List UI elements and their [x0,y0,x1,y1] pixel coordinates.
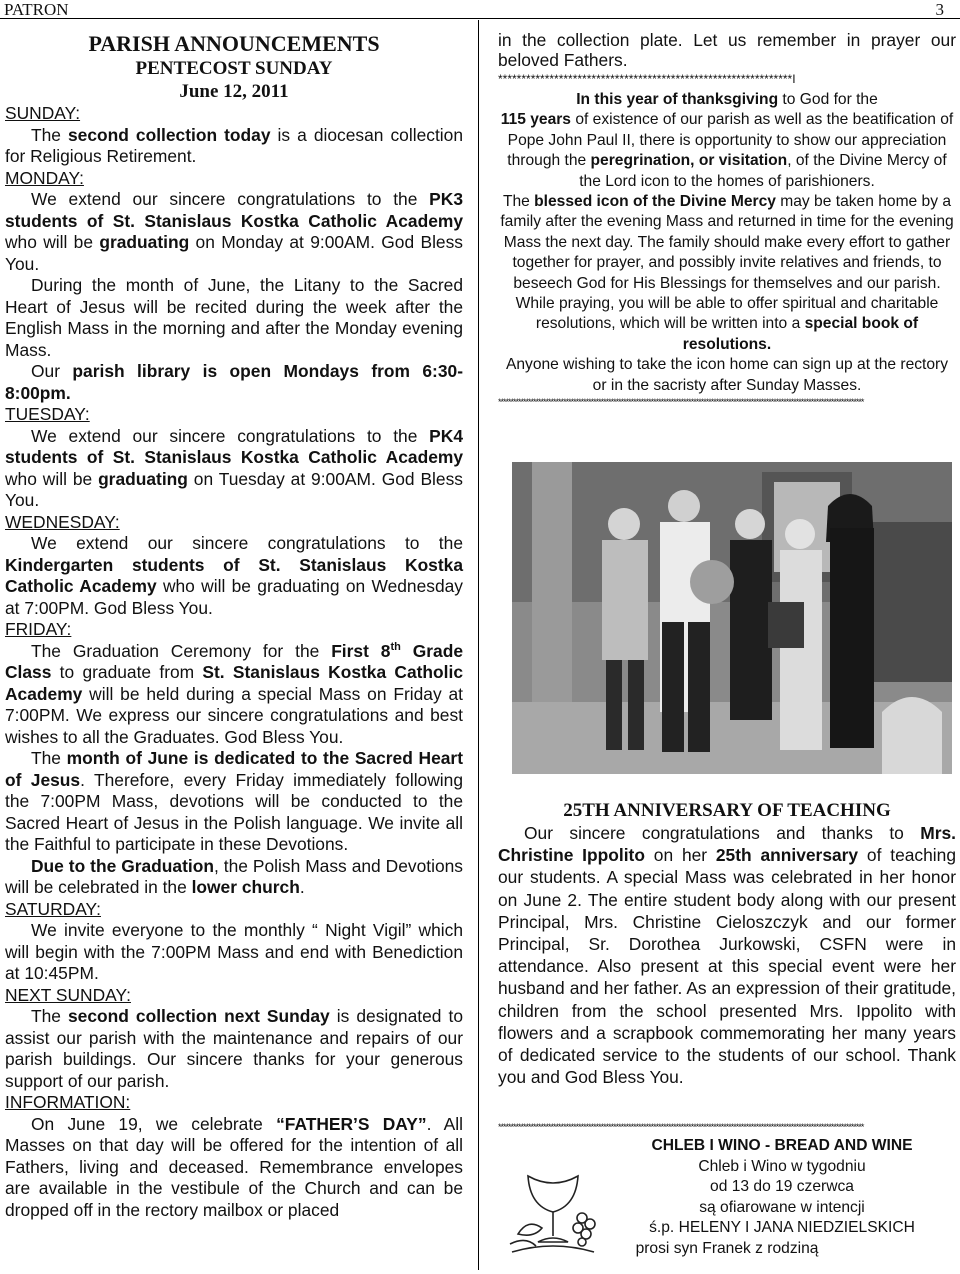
tuesday-text: We extend our sincere congratulations to the PK4 students of St. Stanislaus Kostka Catholic Academy who will be graduating on Tuesday at 9:00AM. God Bless You. [5,425,463,510]
friday-text-1: The Graduation Ceremony for the First 8th Grade Class to graduate from St. Stanislaus Kostka Catholic Academy will be held during a special Mass on Friday at 7:00PM. We express our sincere congratulations and best wishes to all the Graduates. God Bless You. [5,640,464,747]
saturday-text: We invite everyone to the monthly “ Night Vigil” which will begin with the 7:00PM Mass and end with Benediction at 10:45PM. [5,920,463,983]
monday-text-1: We extend our sincere congratulations to the PK3 students of St. Stanislaus Kostka Catholic Academy who will be graduating on Monday at 9:00AM. God Bless You. [5,189,463,274]
monday-text-3: Our parish library is open Mondays from 6:30-8:00pm. [5,361,463,403]
divine-mercy-announcement [498,90,956,396]
wednesday-text: We extend our sincere congratulations to the Kindergarten students of St. Stanislaus Kostka Catholic Academy who will be graduating on Wednesday at 7:00PM. God Bless You. [5,533,463,618]
column-divider [478,20,479,1270]
heading-next-sunday: NEXT SUNDAY: [5,984,131,1005]
stars-divider-3: ************************************************************************************************************************************************** [498,1122,864,1132]
newsletter-name: PATRON [4,0,69,19]
anniversary-article [498,800,956,1088]
bread-line-3: są ofiarowane w intencji [699,1198,865,1216]
heading-tuesday: TUESDAY: [5,404,90,424]
heading-saturday: SATURDAY: [5,898,101,919]
ann-para-2: The blessed icon of the Divine Mercy may be taken home by a family after the evening Mass and returned in time for the evening Mass the next day. The family should make every effort to gather together for prayer, and possibly invite relatives and friends, to beseech God for His Blessings for themselves and our parish. [500,193,954,292]
right-column [498,30,956,407]
sunday-text: The second collection today is a diocesan collection for Religious Retirement. [5,124,463,166]
bread-line-4: ś.p. HELENY I JANA NIEDZIELSKICH [649,1219,915,1237]
anniversary-title: 25TH ANNIVERSARY OF TEACHING [563,800,891,821]
ann-line-2: 115 years of existence of our parish as well as the beatification of Pope John Paul II, there is opportunity to show our appreciation through the peregrination, or visitation, of the Divine Mercy of the Lord icon to the homes of parishioners. [500,111,954,190]
bread-line-2: od 13 do 19 czerwca [710,1178,854,1196]
anniversary-text: Our sincere congratulations and thanks to Mrs. Christine Ippolito on her 25th anniversary of teaching our students. A special Mass was celebrated in her honor on June 2. The entire student body along with our present Principal, Mrs. Christine Cieloszczyk and our former Principal, Sr. Dorothea Jurkowski, CSFN were in attendance. Also present at this special event were her husband and her father. As an expression of their gratitude, children from the school presented Mrs. Ippolito with flowers and a scrapbook commemorating her many years of dedicated service to the students of our school. Thank you and God Bless You. [498,823,956,1088]
heading-friday: FRIDAY: [5,619,72,639]
stars-divider: ***************************************************************I [498,72,796,86]
friday-text-3: Due to the Graduation, the Polish Mass and Devotions will be celebrated in the lower church. [5,855,463,897]
announcements-column [5,30,463,1221]
bread-and-wine [498,1136,956,1260]
bread-title: CHLEB I WINO - BREAD AND WINE [651,1137,913,1154]
group-photo [512,462,952,774]
monday-text-2: During the month of June, the Litany to the Sacred Heart of Jesus will be recited during the week after the English Mass in the morning and after the Monday evening Mass. [5,275,463,360]
friday-text-2: The month of June is dedicated to the Sacred Heart of Jesus. Therefore, every Friday immediately following the 7:00PM Mass, devotions will be conducted to the Sacred Heart of Jesus in the Polish language. We invite all the Faithful to participate in these Devotions. [5,748,463,854]
ann-para-3: While praying, you will be able to offer spiritual and charitable resolutions, which will be written into a special book of resolutions. [515,295,939,353]
ann-line-1: In this year of thanksgiving to God for the [576,91,878,108]
information-continued: in the collection plate. Let us remember in prayer our beloved Fathers. [498,30,956,70]
heading-sunday: SUNDAY: [5,103,81,123]
page-number: 3 [935,0,944,19]
bread-line-5: prosi syn Franek z rodziną [635,1239,819,1257]
subtitle: PENTECOST SUNDAY [135,58,333,79]
heading-information: INFORMATION: [5,1092,131,1112]
chalice-and-grapes-icon [498,1156,608,1266]
bread-line-1: Chleb i Wino w tygodniu [698,1157,866,1175]
page-header [0,0,960,19]
next-sunday-text: The second collection next Sunday is designated to assist our parish with the maintenance and repairs of our parish buildings. Our sincere thanks for your generous support of our parish. [5,1006,463,1091]
information-text: On June 19, we celebrate “FATHER’S DAY”. All Masses on that day will be offered for the intention of all Fathers, living and deceased. Remembrance envelopes are available in the vestibule of the Church and can be dropped off in the rectory mailbox or placed [5,1113,464,1220]
date: June 12, 2011 [179,81,289,102]
heading-wednesday: WEDNESDAY: [5,511,120,532]
heading-monday: MONDAY: [5,167,84,188]
page-title: PARISH ANNOUNCEMENTS [88,31,380,56]
stars-divider-2: ************************************************************************************************************************************************** [498,397,864,408]
ann-para-4: Anyone wishing to take the icon home can sign up at the rectory or in the sacristy after Sunday Masses. [505,356,949,394]
